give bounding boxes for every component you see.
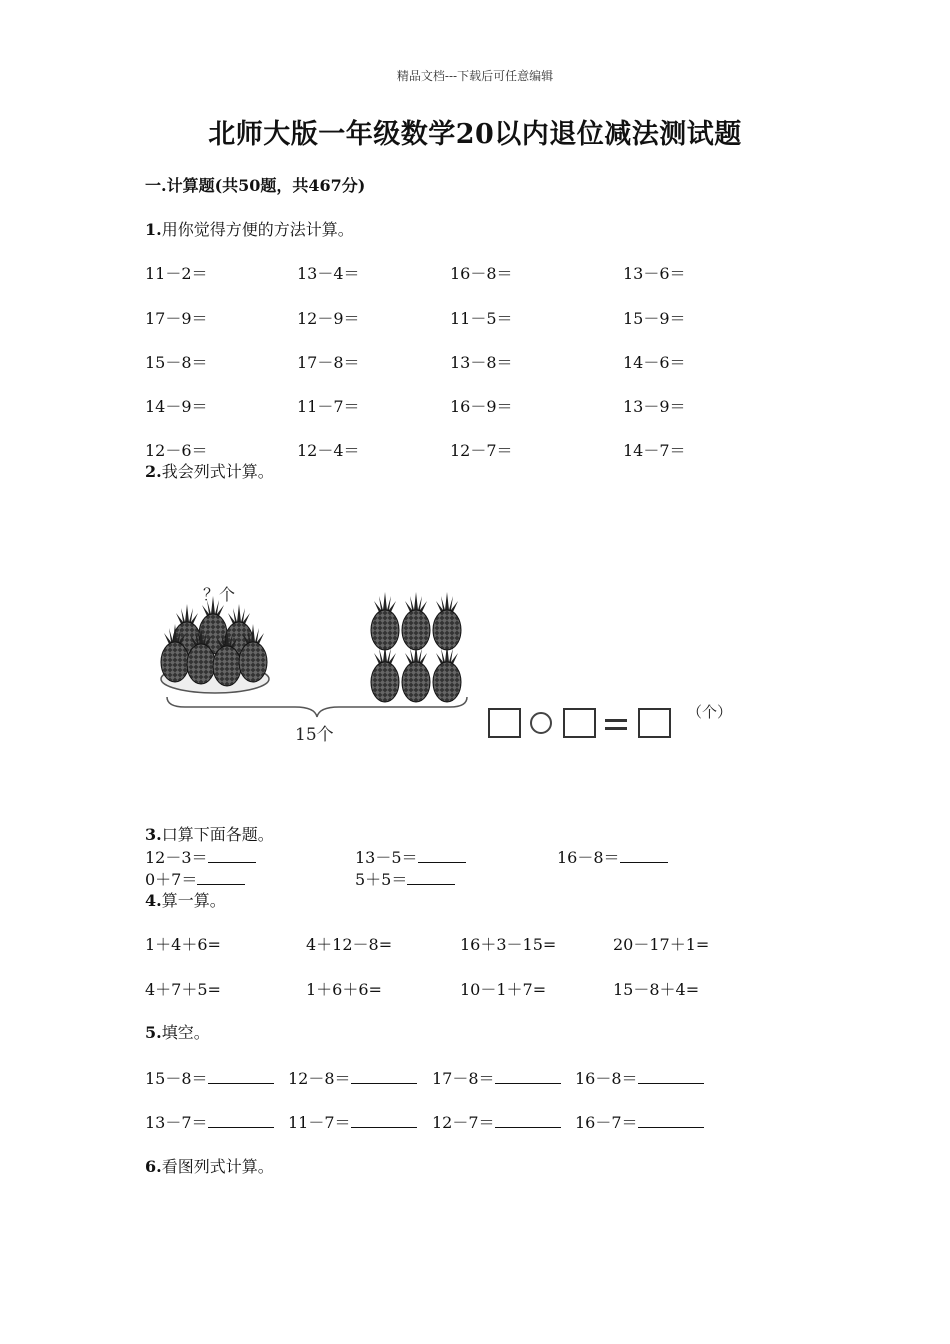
q5-item: 16－7＝ (575, 1110, 704, 1133)
q1-item: 13－8＝ (450, 353, 513, 372)
q4-item: 15－8＋4= (613, 980, 700, 999)
question-4-text: 算一算。 (161, 891, 226, 910)
page-header: 精品文档---下载后可任意编辑 (396, 69, 554, 83)
unit-label: （个） (687, 703, 733, 721)
question-3-number: 3. (145, 825, 162, 844)
question-5 (145, 1020, 210, 1043)
question-4-number: 4. (145, 891, 162, 910)
answer-blank[interactable] (620, 862, 668, 863)
q4-item: 1＋6＋6= (306, 980, 382, 999)
q5-item: 17－8＝ (432, 1066, 561, 1089)
question-3-text: 口算下面各题。 (161, 825, 274, 844)
q4-item: 4＋12－8= (306, 935, 393, 954)
q1-item: 14－7＝ (623, 441, 686, 460)
answer-blank[interactable] (208, 1083, 274, 1084)
q3-item: 12－3＝ (145, 845, 256, 868)
answer-blank[interactable] (407, 884, 455, 885)
q5-item: 12－8＝ (288, 1066, 417, 1089)
section-heading: 一.计算题(共50题，共467分) (145, 176, 366, 195)
q4-item: 20－17＋1= (613, 935, 710, 954)
answer-box[interactable] (489, 709, 520, 737)
q5-item: 15－8＝ (145, 1066, 274, 1089)
pineapple-figure (155, 575, 755, 755)
q5-item: 13－7＝ (145, 1110, 274, 1133)
q1-item: 14－6＝ (623, 353, 686, 372)
answer-blank[interactable] (638, 1083, 704, 1084)
answer-box[interactable] (564, 709, 595, 737)
question-1-number: 1. (145, 220, 162, 239)
plate-of-pineapples (161, 596, 269, 693)
q1-item: 17－9＝ (145, 309, 208, 328)
question-2-text: 我会列式计算。 (161, 462, 274, 481)
q1-item: 13－9＝ (623, 397, 686, 416)
q3-item: 16－8＝ (557, 845, 668, 868)
q1-item: 15－9＝ (623, 309, 686, 328)
answer-box[interactable] (639, 709, 670, 737)
q1-item: 11－5＝ (450, 309, 513, 328)
question-1 (145, 217, 354, 240)
pineapple-group-six (371, 592, 461, 702)
q1-item: 15－8＝ (145, 353, 208, 372)
answer-blank[interactable] (638, 1127, 704, 1128)
answer-blank[interactable] (208, 862, 256, 863)
q1-item: 11－2＝ (145, 264, 208, 283)
q4-item: 10－1＋7= (460, 980, 547, 999)
question-6 (145, 1154, 274, 1177)
q4-item: 4＋7＋5= (145, 980, 221, 999)
q4-item: 16＋3－15= (460, 935, 557, 954)
q1-item: 16－8＝ (450, 264, 513, 283)
q5-item: 11－7＝ (288, 1110, 417, 1133)
question-2-number: 2. (145, 462, 162, 481)
question-1-text: 用你觉得方便的方法计算。 (161, 220, 354, 239)
answer-blank[interactable] (495, 1083, 561, 1084)
question-4 (145, 888, 226, 911)
q1-item: 17－8＝ (297, 353, 360, 372)
q3-item: 5＋5＝ (355, 867, 455, 890)
answer-blank[interactable] (197, 884, 245, 885)
total-label: 15个 (295, 725, 334, 745)
q1-item: 16－9＝ (450, 397, 513, 416)
q1-item: 12－4＝ (297, 441, 360, 460)
q1-item: 12－9＝ (297, 309, 360, 328)
q1-item: 13－4＝ (297, 264, 360, 283)
q1-item: 14－9＝ (145, 397, 208, 416)
q3-item: 13－5＝ (355, 845, 466, 868)
question-2 (145, 459, 274, 482)
q1-item: 11－7＝ (297, 397, 360, 416)
answer-blank[interactable] (351, 1083, 417, 1084)
answer-blank[interactable] (208, 1127, 274, 1128)
q3-item: 0＋7＝ (145, 867, 245, 890)
question-6-number: 6. (145, 1157, 162, 1176)
question-3 (145, 822, 274, 845)
page-title: 北师大版一年级数学20以内退位减法测试题 (208, 119, 742, 150)
q1-item: 12－7＝ (450, 441, 513, 460)
answer-blank[interactable] (351, 1127, 417, 1128)
answer-blank[interactable] (418, 862, 466, 863)
question-5-text: 填空。 (161, 1023, 210, 1042)
operator-circle[interactable] (531, 713, 551, 733)
question-6-text: 看图列式计算。 (161, 1157, 274, 1176)
q4-item: 1＋4＋6= (145, 935, 221, 954)
equals-sign (605, 719, 627, 722)
q5-item: 16－8＝ (575, 1066, 704, 1089)
plate-question-label: ？个 (203, 585, 236, 604)
q1-item: 12－6＝ (145, 441, 208, 460)
equation-template (489, 703, 732, 737)
question-5-number: 5. (145, 1023, 162, 1042)
q1-item: 13－6＝ (623, 264, 686, 283)
q5-item: 12－7＝ (432, 1110, 561, 1133)
answer-blank[interactable] (495, 1127, 561, 1128)
